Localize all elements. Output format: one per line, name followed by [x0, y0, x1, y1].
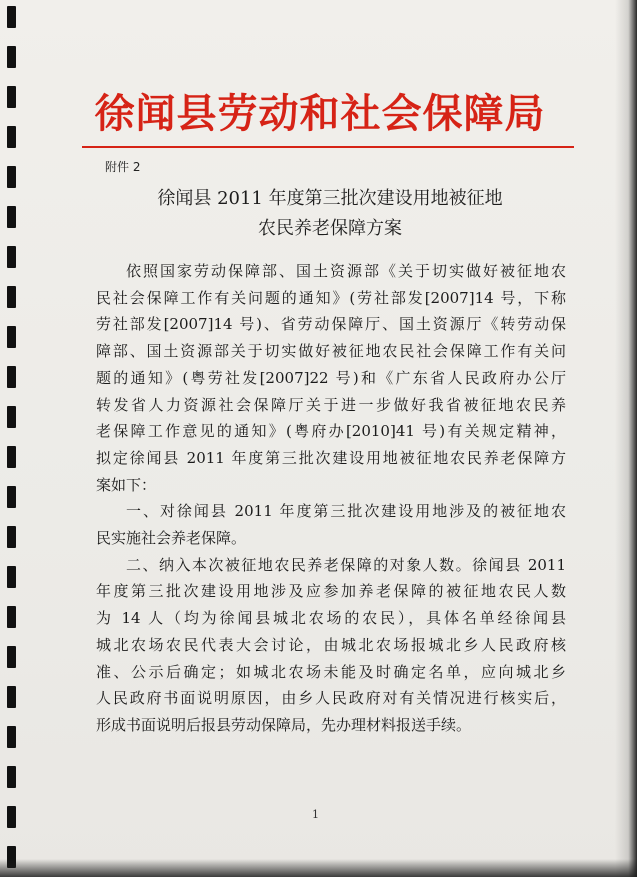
- binding-hole: [7, 126, 16, 148]
- binding-hole: [7, 526, 16, 548]
- binding-hole: [7, 686, 16, 708]
- binding-hole: [7, 46, 16, 68]
- body-line: 为 14 人（均为徐闻县城北农场的农民），具体名单经徐闻县: [96, 609, 566, 628]
- page-number: 1: [312, 808, 319, 821]
- document-body: [96, 258, 566, 739]
- body-line: 年度第三批次建设用地涉及应参加养老保障的被征地农民人数: [96, 582, 566, 601]
- body-line: 障部、国土资源部关于切实做好被征地农民社会保障工作有关问: [96, 342, 566, 361]
- attachment-label: 附件 2: [105, 160, 141, 174]
- scan-edge-right: [615, 0, 637, 877]
- body-line: 民社会保障工作有关问题的通知》(劳社部发[2007]14 号，下称: [96, 288, 566, 307]
- binding-hole: [7, 206, 16, 228]
- scan-edge-bottom: [0, 859, 637, 877]
- body-line: 民实施社会养老保障。: [96, 529, 247, 548]
- body-line: 题的通知》(粤劳社发[2007]22 号)和《广东省人民政府办公厅: [96, 368, 566, 387]
- binding-hole: [7, 766, 16, 788]
- binding-hole: [7, 286, 16, 308]
- binding-hole: [7, 726, 16, 748]
- binding-hole: [7, 86, 16, 108]
- binding-hole: [7, 606, 16, 628]
- binding-hole: [7, 166, 16, 188]
- binding-hole: [7, 246, 16, 268]
- agency-masthead: 徐闻县劳动和社会保障局: [94, 90, 546, 137]
- body-line: 老保障工作意见的通知》(粤府办[2010]41 号)有关规定精神，: [96, 422, 566, 441]
- title-line-1: 徐闻县 2011 年度第三批次建设用地被征地: [157, 188, 503, 209]
- binding-hole: [7, 486, 16, 508]
- body-line: 劳社部发[2007]14 号)、省劳动保障厅、国土资源厅《转劳动保: [96, 315, 566, 334]
- binding-holes: [0, 0, 34, 877]
- body-line: 二、纳入本次被征地农民养老保障的对象人数。徐闻县 2011: [126, 555, 566, 574]
- body-line: 城北农场农民代表大会讨论，由城北农场报城北乡人民政府核: [96, 635, 566, 654]
- document-title: [80, 184, 580, 244]
- body-line: 一、对徐闻县 2011 年度第三批次建设用地涉及的被征地农: [126, 502, 566, 521]
- binding-hole: [7, 806, 16, 828]
- body-line: 拟定徐闻县 2011 年度第三批次建设用地被征地农民养老保障方: [96, 448, 566, 467]
- binding-hole: [7, 446, 16, 468]
- binding-hole: [7, 566, 16, 588]
- masthead-red-rule: [82, 146, 574, 148]
- body-line: 人民政府书面说明原因，由乡人民政府对有关情况进行核实后，: [96, 689, 566, 708]
- binding-hole: [7, 326, 16, 348]
- body-line: 案如下：: [96, 475, 157, 494]
- title-line-2: 农民养老保障方案: [258, 218, 402, 239]
- binding-hole: [7, 6, 16, 28]
- body-line: 依照国家劳动保障部、国土资源部《关于切实做好被征地农: [126, 262, 566, 280]
- body-line: 转发省人力资源社会保障厅关于进一步做好我省被征地农民养: [96, 395, 566, 414]
- body-line: 准、公示后确定；如城北农场未能及时确定名单，应向城北乡: [96, 662, 566, 681]
- binding-hole: [7, 366, 16, 388]
- binding-hole: [7, 406, 16, 428]
- body-line: 形成书面说明后报县劳动保障局，先办理材料报送手续。: [96, 715, 472, 734]
- binding-hole: [7, 646, 16, 668]
